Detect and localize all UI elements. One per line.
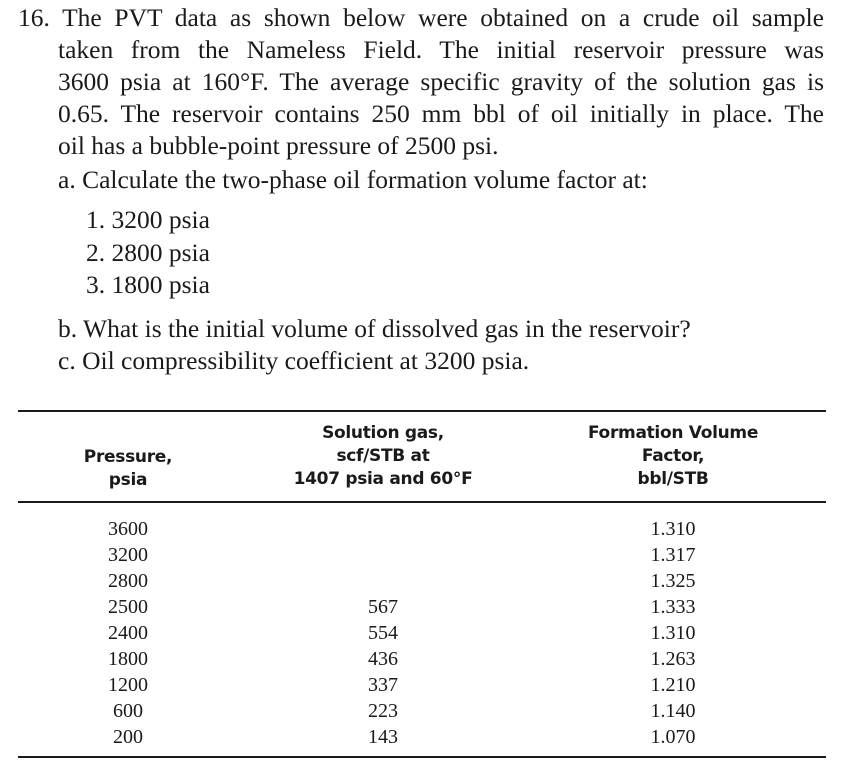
fvf-cell: 1.210 <box>650 674 696 696</box>
problem-line-5: oil has a bubble-point pressure of 2500 psi. <box>58 131 499 160</box>
pressure-cell: 3200 <box>108 544 148 566</box>
table-top-rule <box>18 410 826 412</box>
header-formation-volume-factor: Formation Volume Factor, bbl/STB <box>587 423 759 489</box>
fvf-cell: 1.070 <box>650 726 696 748</box>
part-b-prompt: b. What is the initial volume of dissolved gas in the reservoir? <box>58 314 691 343</box>
table-bottom-rule <box>18 756 826 758</box>
problem-line-4: 0.65. The reservoir contains 250 mm bbl of oil initially in place. The <box>58 99 824 128</box>
pressure-cell: 2500 <box>108 596 148 618</box>
fvf-cell: 1.333 <box>650 596 696 618</box>
solution-gas-cell: 567 <box>368 596 398 618</box>
pressure-cell: 3600 <box>108 518 148 540</box>
header-solution-gas: Solution gas, scf/STB at 1407 psia and 60°F <box>293 423 473 489</box>
part-c-prompt: c. Oil compressibility coefficient at 3200 psia. <box>58 346 530 375</box>
solution-gas-cell: 436 <box>368 648 398 670</box>
pressure-cell: 200 <box>113 726 143 748</box>
solution-gas-cell: 337 <box>368 674 398 696</box>
pvt-data-table <box>18 410 826 770</box>
pressure-cell: 1800 <box>108 648 148 670</box>
fvf-cell: 1.325 <box>650 570 696 592</box>
problem-line-3: 3600 psia at 160°F. The average specific gravity of the solution gas is <box>58 67 824 96</box>
solution-gas-cell: 143 <box>368 726 398 748</box>
header-pressure: Pressure, psia <box>83 447 173 490</box>
fvf-cell: 1.310 <box>650 622 696 644</box>
pressure-cell: 2800 <box>108 570 148 592</box>
problem-line-1: 16. The PVT data as shown below were obtained on a crude oil sample <box>18 3 824 32</box>
table-header-rule <box>18 501 826 503</box>
pressure-cell: 2400 <box>108 622 148 644</box>
fvf-cell: 1.317 <box>650 544 696 566</box>
part-a-item-3: 3. 1800 psia <box>86 270 210 299</box>
part-a-item-2: 2. 2800 psia <box>86 238 210 267</box>
solution-gas-cell: 223 <box>368 700 398 722</box>
pressure-cell: 600 <box>113 700 143 722</box>
problem-line-2: taken from the Nameless Field. The initial reservoir pressure was <box>58 35 824 64</box>
part-a-item-1: 1. 3200 psia <box>86 205 210 234</box>
part-a-prompt: a. Calculate the two-phase oil formation volume factor at: <box>58 165 648 194</box>
fvf-cell: 1.140 <box>650 700 696 722</box>
fvf-cell: 1.310 <box>650 518 696 540</box>
pressure-cell: 1200 <box>108 674 148 696</box>
fvf-cell: 1.263 <box>650 648 696 670</box>
solution-gas-cell: 554 <box>368 622 398 644</box>
